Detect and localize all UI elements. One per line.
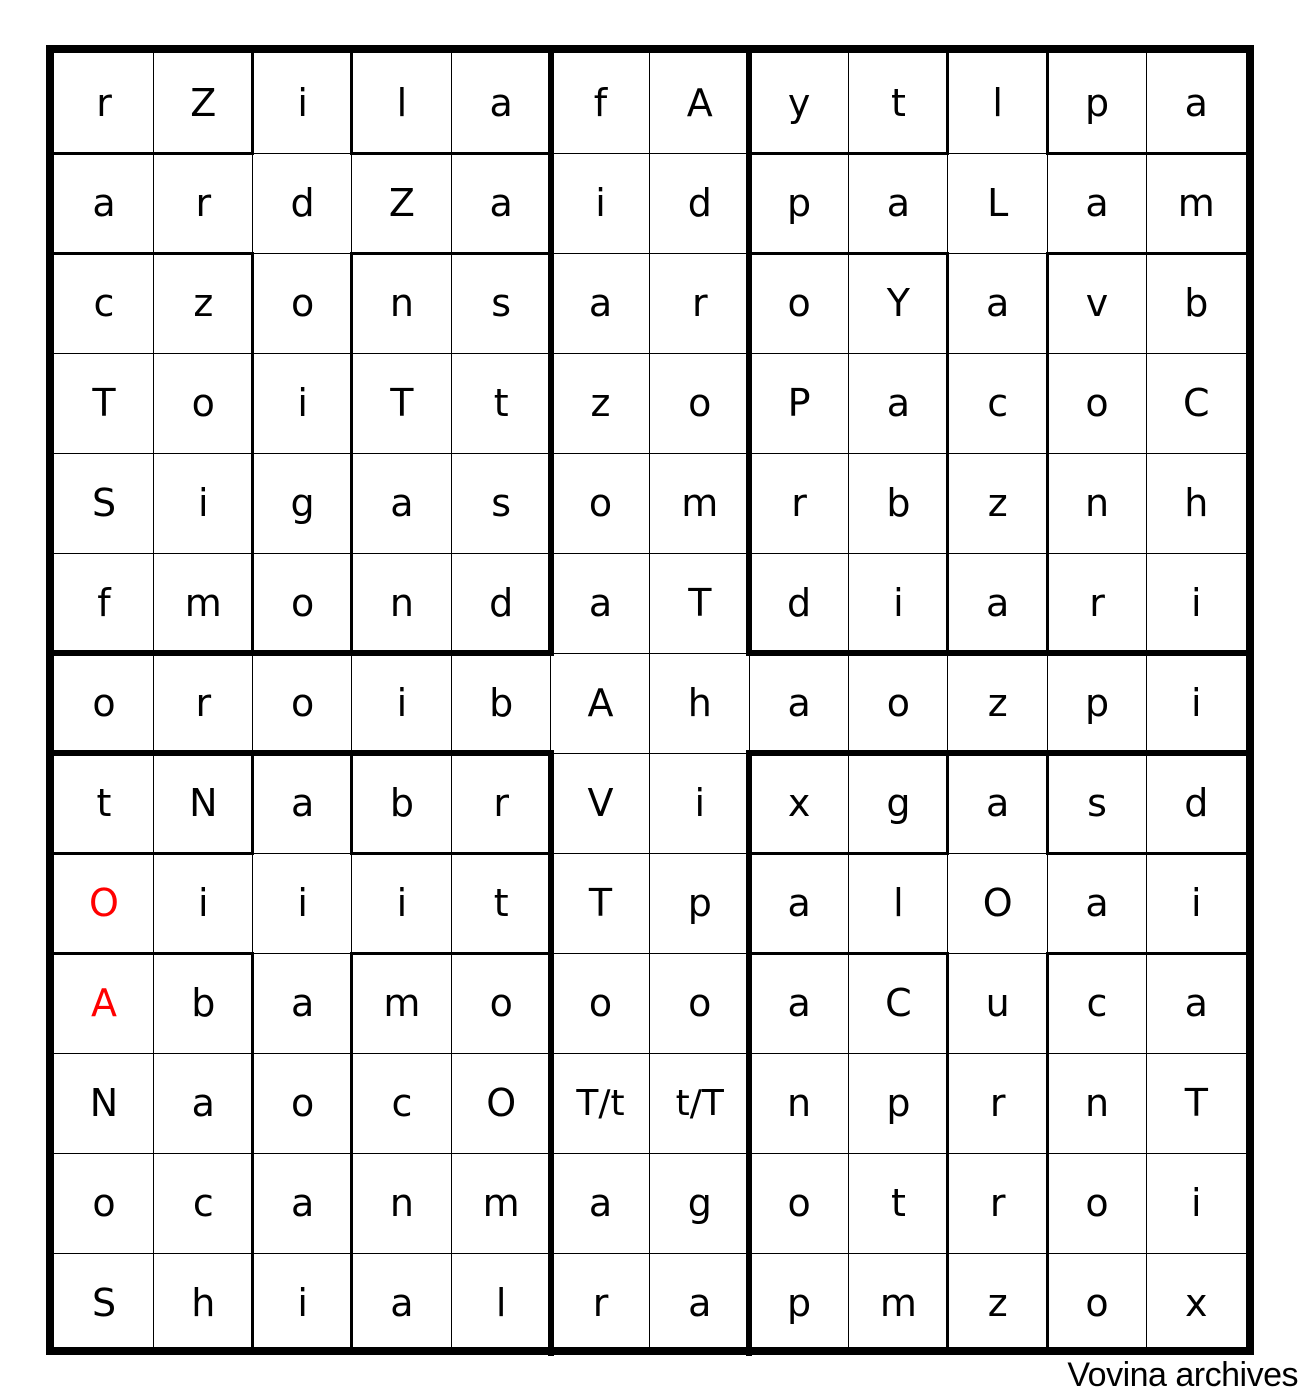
grid-cell[interactable]: S <box>91 481 117 525</box>
grid-cell[interactable]: a <box>986 281 1010 325</box>
grid-cell[interactable]: c <box>192 1181 214 1225</box>
grid-cell[interactable]: o <box>92 1181 116 1225</box>
grid-cell[interactable]: a <box>1085 181 1109 225</box>
grid-cell[interactable]: o <box>588 481 613 525</box>
grid-cell[interactable]: O <box>89 881 119 925</box>
grid-cell[interactable]: T <box>390 381 414 425</box>
grid-cell[interactable]: s <box>491 481 512 525</box>
grid-cell[interactable]: a <box>588 281 613 325</box>
grid-cell[interactable]: v <box>1085 281 1109 325</box>
grid-cell[interactable]: a <box>588 1181 613 1225</box>
grid-cell[interactable]: z <box>987 481 1008 525</box>
grid-cell[interactable]: T <box>1184 1081 1208 1125</box>
grid-cell[interactable]: m <box>681 481 719 525</box>
grid-cell[interactable]: O <box>486 1081 517 1125</box>
grid-cell[interactable]: i <box>396 681 408 725</box>
grid-cell[interactable]: o <box>92 681 116 725</box>
grid-cell[interactable]: d <box>489 581 514 625</box>
grid-cell[interactable]: S <box>91 1281 117 1325</box>
grid-cell[interactable]: o <box>688 981 712 1025</box>
grid-cell[interactable]: p <box>687 881 712 925</box>
grid-cell[interactable]: p <box>1084 681 1110 725</box>
grid-cell[interactable]: a <box>688 1281 712 1325</box>
grid-cell[interactable]: r <box>195 681 212 725</box>
grid-cell[interactable]: a <box>489 181 513 225</box>
grid-cell[interactable]: T <box>588 881 613 925</box>
grid-cell[interactable]: z <box>590 381 611 425</box>
grid-cell[interactable]: b <box>1184 281 1209 325</box>
grid-cell[interactable]: t <box>493 381 509 425</box>
grid-cell[interactable]: r <box>592 1281 609 1325</box>
grid-cell[interactable]: i <box>297 1281 308 1325</box>
grid-cell[interactable]: A <box>686 81 713 125</box>
grid-cell[interactable]: s <box>491 281 512 325</box>
grid-cell[interactable]: s <box>1087 781 1107 825</box>
grid-cell[interactable]: y <box>787 81 811 125</box>
grid-cell[interactable]: a <box>489 81 513 125</box>
grid-cell[interactable]: a <box>886 381 911 425</box>
grid-cell[interactable]: n <box>1084 1081 1110 1125</box>
grid-cell[interactable]: Y <box>886 281 910 325</box>
grid-cell[interactable]: a <box>787 681 811 725</box>
grid-cell[interactable]: V <box>587 781 614 825</box>
grid-cell[interactable]: T/t <box>576 1082 625 1124</box>
grid-cell[interactable]: i <box>1191 881 1202 925</box>
grid-cell[interactable]: a <box>92 181 116 225</box>
grid-cell[interactable]: o <box>290 581 315 625</box>
grid-cell[interactable]: a <box>886 181 911 225</box>
grid-cell[interactable]: T <box>688 581 712 625</box>
grid-cell[interactable]: n <box>389 581 414 625</box>
grid-cell[interactable]: i <box>297 81 308 125</box>
grid-cell[interactable]: i <box>1191 1181 1202 1225</box>
grid-cell[interactable]: n <box>1084 481 1110 525</box>
grid-cell[interactable]: p <box>886 1081 911 1125</box>
credit-text: Vovina archives <box>1067 1356 1298 1394</box>
grid-cell[interactable]: b <box>389 781 414 825</box>
grid-cell[interactable]: h <box>1184 481 1209 525</box>
grid-cell[interactable]: l <box>893 881 904 925</box>
grid-cell[interactable]: o <box>290 681 315 725</box>
grid-cell[interactable]: d <box>290 181 315 225</box>
grid-cell[interactable]: n <box>389 1181 414 1225</box>
grid-cell[interactable]: a <box>390 481 414 525</box>
grid-cell[interactable]: t/T <box>675 1082 724 1124</box>
grid-cell[interactable]: c <box>987 381 1009 425</box>
grid-cell[interactable]: r <box>195 181 212 225</box>
grid-cell[interactable]: r <box>691 281 708 325</box>
grid-cell[interactable]: g <box>687 1181 712 1225</box>
grid-cell[interactable]: a <box>986 781 1010 825</box>
grid-cell[interactable]: m <box>184 581 222 625</box>
grid-cell[interactable]: o <box>191 381 215 425</box>
grid-cell[interactable]: i <box>1191 681 1202 725</box>
grid-cell[interactable]: N <box>89 1081 119 1125</box>
grid-cell[interactable]: r <box>1089 581 1105 625</box>
grid-cell[interactable]: o <box>1085 1181 1109 1225</box>
grid-cell[interactable]: p <box>787 1281 812 1325</box>
grid-cell[interactable]: i <box>893 581 904 625</box>
grid-cell[interactable]: z <box>987 1281 1008 1325</box>
grid-cell[interactable]: Z <box>190 81 217 125</box>
grid-cell[interactable]: b <box>191 981 216 1025</box>
grid-cell[interactable]: b <box>886 481 911 525</box>
grid-cell[interactable]: c <box>93 281 115 325</box>
grid-cell[interactable]: a <box>290 781 315 825</box>
grid-cell[interactable]: i <box>694 781 706 825</box>
grid-cell[interactable]: r <box>791 481 807 525</box>
grid-cell[interactable]: r <box>493 781 509 825</box>
grid-cell[interactable]: a <box>787 881 811 925</box>
grid-cell[interactable]: i <box>297 881 308 925</box>
grid-cell[interactable]: a <box>787 981 811 1025</box>
grid-cell[interactable]: i <box>595 181 606 225</box>
grid-cell[interactable]: i <box>198 881 209 925</box>
grid-cell[interactable]: t <box>96 781 112 825</box>
grid-cell[interactable]: t <box>493 881 509 925</box>
grid-cell[interactable]: n <box>389 281 414 325</box>
grid-cell[interactable]: i <box>297 381 308 425</box>
grid-cell[interactable]: A <box>91 981 117 1025</box>
grid-cell[interactable]: m <box>879 1281 917 1325</box>
grid-cell[interactable]: a <box>290 981 315 1025</box>
grid-cell[interactable]: m <box>1177 181 1215 225</box>
grid-cell[interactable]: f <box>593 81 608 125</box>
grid-cell[interactable]: h <box>687 681 712 725</box>
grid-cell[interactable]: a <box>1184 81 1208 125</box>
letter-grid-board <box>46 45 1254 1355</box>
grid-cell[interactable]: C <box>885 981 912 1025</box>
grid-cell[interactable]: o <box>787 281 811 325</box>
grid-cell[interactable]: f <box>97 581 111 625</box>
grid-cell[interactable]: r <box>96 81 112 125</box>
grid-cell[interactable]: n <box>787 1081 812 1125</box>
grid-cell[interactable]: l <box>495 1281 507 1325</box>
grid-cell[interactable]: a <box>588 581 613 625</box>
grid-cell[interactable]: l <box>396 81 408 125</box>
grid-cell[interactable]: g <box>886 781 911 825</box>
grid-cell[interactable]: o <box>1085 381 1109 425</box>
grid-cell[interactable]: p <box>1084 81 1110 125</box>
grid-cell[interactable]: o <box>688 381 712 425</box>
grid-cell[interactable]: a <box>290 1181 315 1225</box>
grid-cell[interactable]: u <box>985 981 1010 1025</box>
grid-cell[interactable]: d <box>687 181 712 225</box>
grid-cell[interactable]: a <box>1085 881 1109 925</box>
grid-cell[interactable]: i <box>1191 581 1202 625</box>
grid-cell[interactable]: d <box>787 581 812 625</box>
grid-cell[interactable]: p <box>787 181 812 225</box>
grid-cell[interactable]: x <box>787 781 811 825</box>
grid-cell[interactable]: r <box>989 1081 1006 1125</box>
grid-cell[interactable]: O <box>982 881 1013 925</box>
grid-cell[interactable]: T <box>92 381 116 425</box>
grid-cell[interactable]: x <box>1185 1281 1208 1325</box>
grid-cell[interactable]: i <box>198 481 209 525</box>
grid-cell[interactable]: o <box>290 1081 315 1125</box>
grid-cell[interactable]: i <box>396 881 408 925</box>
grid-cell[interactable]: o <box>290 281 315 325</box>
grid-cell[interactable]: g <box>290 481 315 525</box>
grid-cell[interactable]: o <box>1085 1281 1109 1325</box>
grid-cell[interactable]: L <box>987 181 1009 225</box>
grid-cell[interactable]: c <box>1086 981 1108 1025</box>
grid-cell[interactable]: Z <box>388 181 415 225</box>
grid-cell[interactable]: h <box>191 1281 216 1325</box>
grid-cell[interactable]: a <box>1184 981 1208 1025</box>
grid-cell[interactable]: C <box>1183 381 1210 425</box>
grid-cell[interactable]: m <box>482 1181 520 1225</box>
grid-cell[interactable]: z <box>193 281 214 325</box>
grid-cell[interactable]: N <box>189 781 218 825</box>
grid-cell[interactable]: a <box>191 1081 215 1125</box>
grid-cell[interactable]: a <box>986 581 1010 625</box>
grid-cell[interactable]: l <box>992 81 1003 125</box>
grid-cell[interactable]: o <box>886 681 911 725</box>
grid-cell[interactable]: m <box>383 981 421 1025</box>
grid-cell[interactable]: t <box>890 1181 906 1225</box>
grid-cell[interactable]: r <box>989 1181 1006 1225</box>
grid-cell[interactable]: o <box>787 1181 811 1225</box>
grid-cell[interactable]: A <box>587 681 614 725</box>
grid-cell[interactable]: d <box>1184 781 1209 825</box>
grid-cell[interactable]: b <box>489 681 514 725</box>
grid-cell[interactable]: t <box>890 81 906 125</box>
grid-cell[interactable]: z <box>987 681 1008 725</box>
grid-cell[interactable]: P <box>787 381 811 425</box>
grid-cell[interactable]: o <box>588 981 613 1025</box>
grid-cell[interactable]: c <box>391 1081 413 1125</box>
grid-cell[interactable]: o <box>489 981 513 1025</box>
grid-cell[interactable]: a <box>390 1281 414 1325</box>
